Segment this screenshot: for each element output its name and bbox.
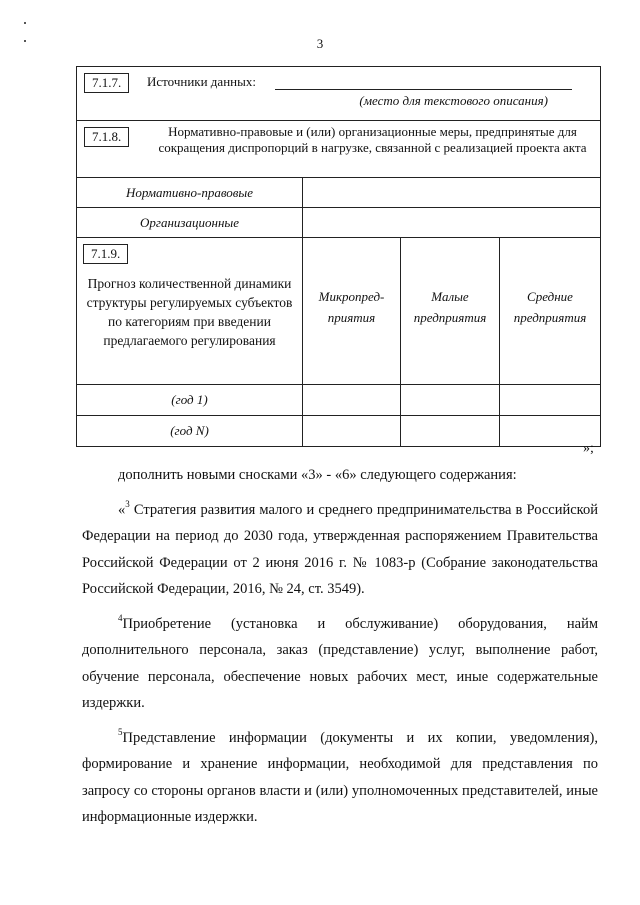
footnote-text: Представление информации (документы и их копии, уведомления), формирование и хранение информации, необходимой для представления по запросу со стороны органов власти и (или) уполномоченных представителей, иные информационные издержки. [82,729,598,825]
footnote-5 [82,725,598,831]
normative-measures-label: Нормативно-правовые [125,185,254,200]
row-7-1-7 [77,67,601,121]
scan-mark [24,22,26,24]
footnote-4 [82,611,598,717]
table-cell [401,416,500,447]
row-year-1 [77,385,601,416]
footnote-3 [82,497,598,603]
forecast-heading: Прогноз количественной динамики структуры регулируемых субъектов по категориям при введении предлагаемого регулирования [86,276,293,348]
footnote-text: Приобретение (установка и обслуживание) оборудования, найм дополнительного персонала, заказ (представление) услуг, выполнение работ, обучение персонала, обеспечение новых рабочих мест, иные содержательные издержки. [82,615,598,711]
table-cell [500,385,601,416]
category-medium: Средние предприятия [513,289,587,325]
year-label: (год 1) [171,392,208,407]
table-cell [303,416,401,447]
normative-measures-value [303,178,601,208]
organizational-measures-label: Организационные [140,215,239,230]
footnote-marker: 4 [118,612,123,623]
section-code-7-1-9: 7.1.9. [83,244,128,264]
amendment-text [82,462,598,831]
table-cell [401,385,500,416]
row-year-n [77,416,601,447]
data-sources-hint: (место для текстового описания) [359,93,548,108]
category-small: Малые предприятия [413,289,487,325]
footnote-marker: 5 [118,726,123,737]
impact-assessment-table [76,66,601,447]
row-7-1-8 [77,121,601,178]
footnote-marker: 3 [125,498,130,509]
measures-heading: Нормативно-правовые и (или) организационные меры, предпринятые для сокращения диспропорций в нагрузке, связанной с реализацией проекта акта [158,124,587,155]
open-quote: « [118,501,126,518]
category-micro: Микропред-приятия [318,289,385,325]
data-sources-label: Источники данных: [147,74,256,89]
section-code-7-1-8: 7.1.8. [84,127,129,147]
year-label: (год N) [170,423,209,438]
footnote-text: Стратегия развития малого и среднего предпринимательства в Российской Федерации на период до 2030 года, утвержденная распоряжением Правительства Российской Федерации от 2 июня 2016 г. № 1083-р (Собрание законодательства Российской Федерации, 2016, № 24, ст. 3549). [82,501,598,597]
row-normative-measures [77,178,601,208]
closing-quote: »; [583,441,594,456]
row-organizational-measures [77,208,601,238]
data-sources-fill-line [275,89,572,90]
row-7-1-9 [77,238,601,385]
intro-paragraph: дополнить новыми сносками «3» - «6» следующего содержания: [118,467,517,483]
page-number: 3 [316,36,324,51]
table-cell [303,385,401,416]
organizational-measures-value [303,208,601,238]
section-code-7-1-7: 7.1.7. [84,73,129,93]
